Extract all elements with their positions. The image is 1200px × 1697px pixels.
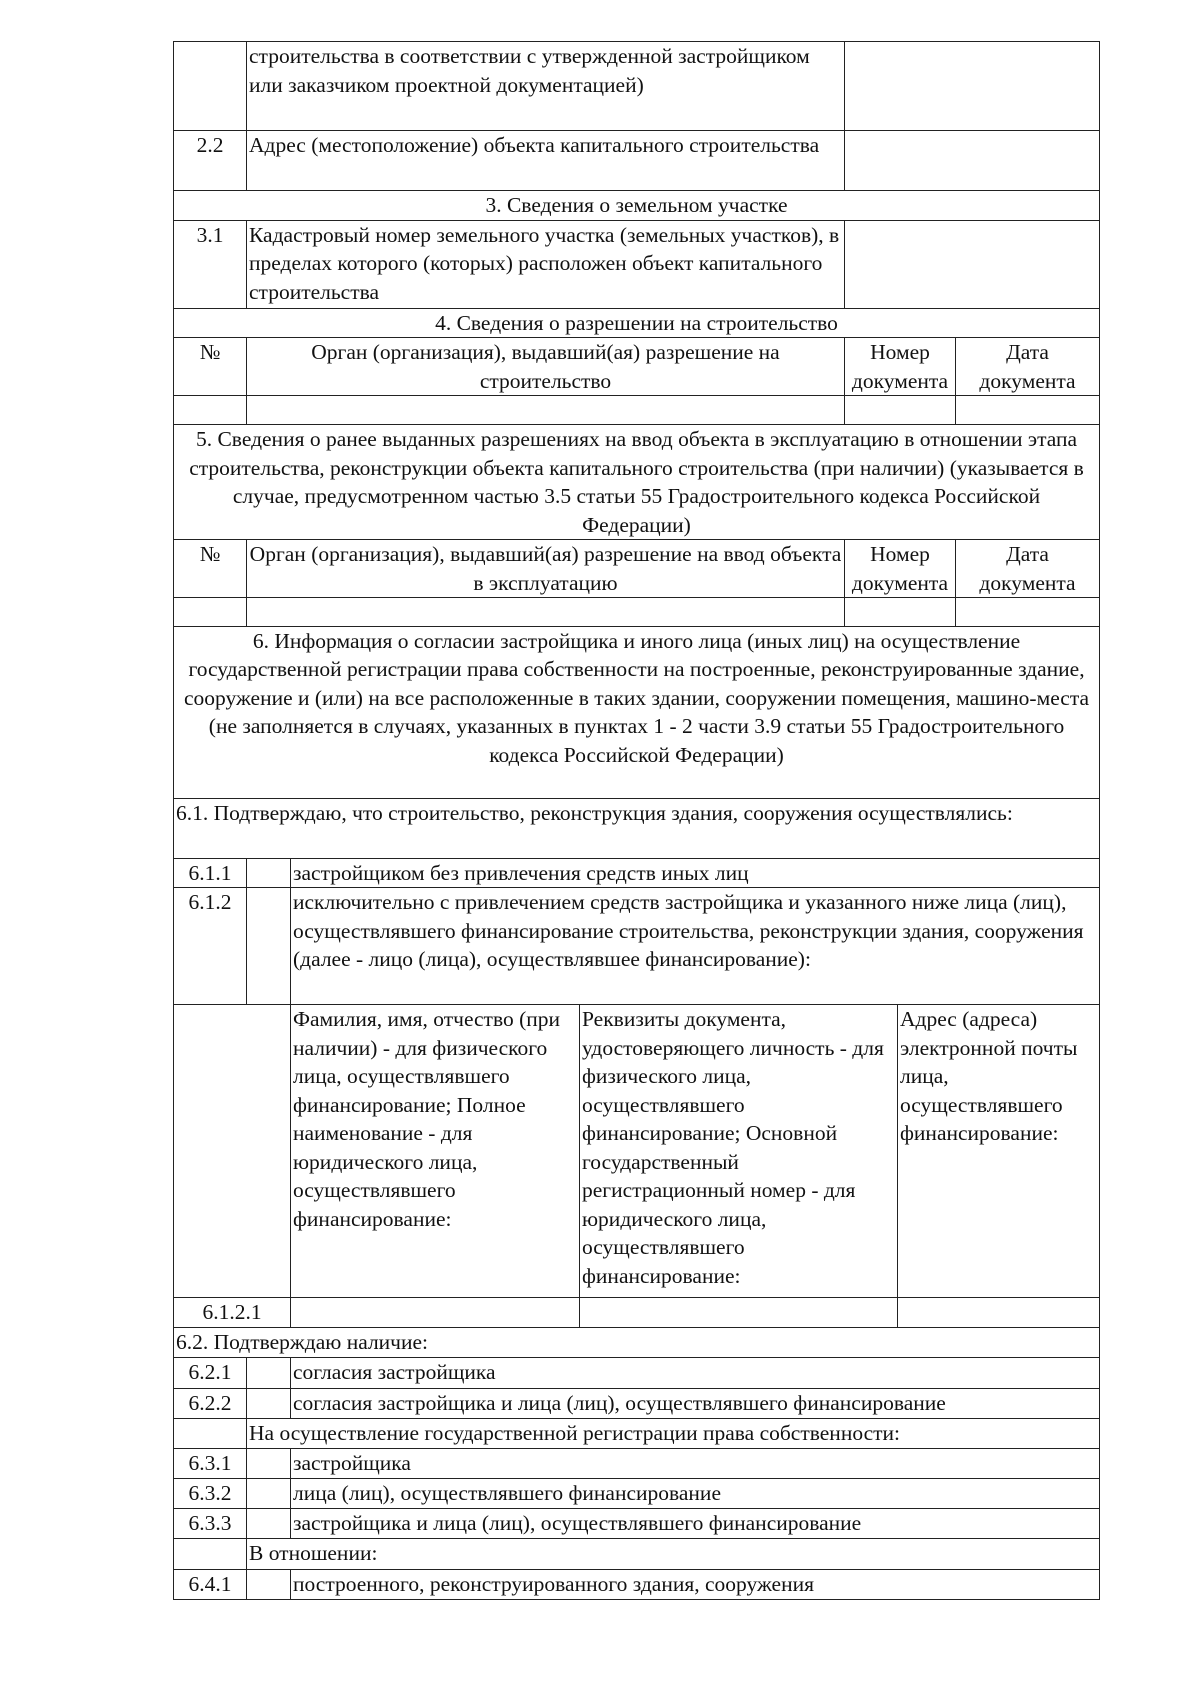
column-header-org: Орган (организация), выдавший(ая) разрешение на строительство: [247, 338, 845, 396]
table-row: [174, 42, 1100, 131]
section-title-row: [174, 191, 1100, 221]
row-number: 6.2.1: [174, 1357, 247, 1388]
empty-cell: [174, 1005, 291, 1298]
row-number: 6.2.2: [174, 1388, 247, 1418]
option-text: исключительно с привлечением средств застройщика и указанного ниже лица (лиц), осуществлявшего финансирование строительства, реконструкции здания, сооружения (далее - лицо (лица), осуществлявшее финансирование):: [291, 888, 1100, 1005]
option-text: согласия застройщика: [291, 1357, 1100, 1388]
section-title: 5. Сведения о ранее выданных разрешениях на ввод объекта в эксплуатацию в отношении этапа строительства, реконструкции объекта капитального строительства (при наличии) (указывается в случае, предусмотренном частью 3.5 статьи 55 Градостроительного кодекса Российской Федерации): [174, 425, 1100, 540]
option-row: [174, 1448, 1100, 1478]
field-value-cell[interactable]: [845, 220, 1100, 308]
checkbox-cell[interactable]: [247, 1448, 291, 1478]
column-header-document: Реквизиты документа, удостоверяющего личность - для физического лица, осуществлявшего финансирование; Основной государственный регистрационный номер - для юридического лица, осуществлявшего финансирование:: [580, 1005, 898, 1298]
column-header-name: Фамилия, имя, отчество (при наличии) - для физического лица, осуществлявшего финансирование; Полное наименование - для юридического лица, осуществлявшего финансирование:: [291, 1005, 580, 1298]
subsection-row: [174, 1328, 1100, 1358]
row-number: 6.1.2: [174, 888, 247, 1005]
section-title-row: [174, 425, 1100, 540]
financing-document-cell[interactable]: [580, 1298, 898, 1328]
checkbox-cell[interactable]: [247, 858, 291, 888]
section-title: 3. Сведения о земельном участке: [174, 191, 1100, 221]
empty-cell[interactable]: [247, 598, 845, 627]
section-title-row: [174, 308, 1100, 338]
empty-cell[interactable]: [174, 598, 247, 627]
column-header-number: №: [174, 540, 247, 598]
option-row: [174, 1569, 1100, 1599]
financing-header-row: [174, 1005, 1100, 1298]
subsection-row: [174, 1538, 1100, 1569]
row-number: 6.3.1: [174, 1448, 247, 1478]
row-number: 6.1.2.1: [174, 1298, 291, 1328]
field-value-cell[interactable]: [845, 131, 1100, 191]
table-row-empty: [174, 396, 1100, 425]
row-number: 6.1.1: [174, 858, 247, 888]
option-row: [174, 858, 1100, 888]
field-label: строительства в соответствии с утвержденной застройщиком или заказчиком проектной документацией): [247, 42, 845, 131]
table-header-row: [174, 540, 1100, 598]
subsection-title: На осуществление государственной регистрации права собственности:: [247, 1418, 1100, 1448]
option-text: лица (лиц), осуществлявшего финансирование: [291, 1478, 1100, 1508]
field-label: Кадастровый номер земельного участка (земельных участков), в пределах которого (которых) расположен объект капитального строительства: [247, 220, 845, 308]
financing-data-row: [174, 1298, 1100, 1328]
column-header-email: Адрес (адреса) электронной почты лица, осуществлявшего финансирование:: [898, 1005, 1100, 1298]
field-label: Адрес (местоположение) объекта капитального строительства: [247, 131, 845, 191]
section-6-title: 6. Информация о согласии застройщика и иного лица (иных лиц) на осуществление государственной регистрации права собственности на построенные, реконструированные здание, сооружение и (или) на все расположенные в таких здании, сооружении помещения, машино-места: [183, 628, 1090, 710]
table-row: [174, 220, 1100, 308]
option-row: [174, 1388, 1100, 1418]
checkbox-cell[interactable]: [247, 1388, 291, 1418]
row-number: 6.3.2: [174, 1478, 247, 1508]
option-row: [174, 1478, 1100, 1508]
section-title: 4. Сведения о разрешении на строительство: [174, 308, 1100, 338]
column-header-doc-number: Номер документа: [845, 540, 956, 598]
table-header-row: [174, 338, 1100, 396]
option-text: застройщика: [291, 1448, 1100, 1478]
row-number: 6.4.1: [174, 1569, 247, 1599]
financing-name-cell[interactable]: [291, 1298, 580, 1328]
form-table-section-6: [173, 626, 1100, 1600]
empty-cell[interactable]: [956, 598, 1100, 627]
option-text: построенного, реконструированного здания, сооружения: [291, 1569, 1100, 1599]
table-row-empty: [174, 598, 1100, 627]
empty-cell[interactable]: [956, 396, 1100, 425]
subsection-row: [174, 1418, 1100, 1448]
empty-cell[interactable]: [174, 396, 247, 425]
checkbox-cell[interactable]: [247, 1569, 291, 1599]
option-row: [174, 888, 1100, 1005]
option-row: [174, 1357, 1100, 1388]
empty-cell: [174, 1538, 247, 1569]
empty-cell[interactable]: [247, 396, 845, 425]
row-number: 6.3.3: [174, 1508, 247, 1538]
subsection-row: [174, 798, 1100, 858]
option-row: [174, 1508, 1100, 1538]
subsection-title: 6.1. Подтверждаю, что строительство, реконструкция здания, сооружения осуществлялись:: [174, 798, 1100, 858]
column-header-number: №: [174, 338, 247, 396]
empty-cell: [174, 1418, 247, 1448]
column-header-org: Орган (организация), выдавший(ая) разрешение на ввод объекта в эксплуатацию: [247, 540, 845, 598]
table-row: [174, 131, 1100, 191]
row-number: 3.1: [174, 220, 247, 308]
row-number-cell: [174, 42, 247, 131]
option-text: застройщиком без привлечения средств иных лиц: [291, 858, 1100, 888]
checkbox-cell[interactable]: [247, 888, 291, 1005]
form-table-sections-2-5: [173, 41, 1100, 627]
row-number: 2.2: [174, 131, 247, 191]
section-6-note: (не заполняется в случаях, указанных в пунктах 1 - 2 части 3.9 статьи 55 Градостроительного кодекса Российской Федерации): [208, 714, 1065, 767]
subsection-title: В отношении:: [247, 1538, 1100, 1569]
checkbox-cell[interactable]: [247, 1478, 291, 1508]
column-header-doc-date: Дата документа: [956, 338, 1100, 396]
column-header-doc-number: Номер документа: [845, 338, 956, 396]
empty-cell[interactable]: [845, 598, 956, 627]
option-text: согласия застройщика и лица (лиц), осуществлявшего финансирование: [291, 1388, 1100, 1418]
document-page: [173, 41, 1099, 1600]
checkbox-cell[interactable]: [247, 1357, 291, 1388]
field-value-cell[interactable]: [845, 42, 1100, 131]
checkbox-cell[interactable]: [247, 1508, 291, 1538]
empty-cell[interactable]: [845, 396, 956, 425]
section-title-row: [174, 626, 1100, 798]
section-title: [174, 626, 1100, 798]
option-text: застройщика и лица (лиц), осуществлявшего финансирование: [291, 1508, 1100, 1538]
subsection-title: 6.2. Подтверждаю наличие:: [174, 1328, 1100, 1358]
column-header-doc-date: Дата документа: [956, 540, 1100, 598]
financing-email-cell[interactable]: [898, 1298, 1100, 1328]
